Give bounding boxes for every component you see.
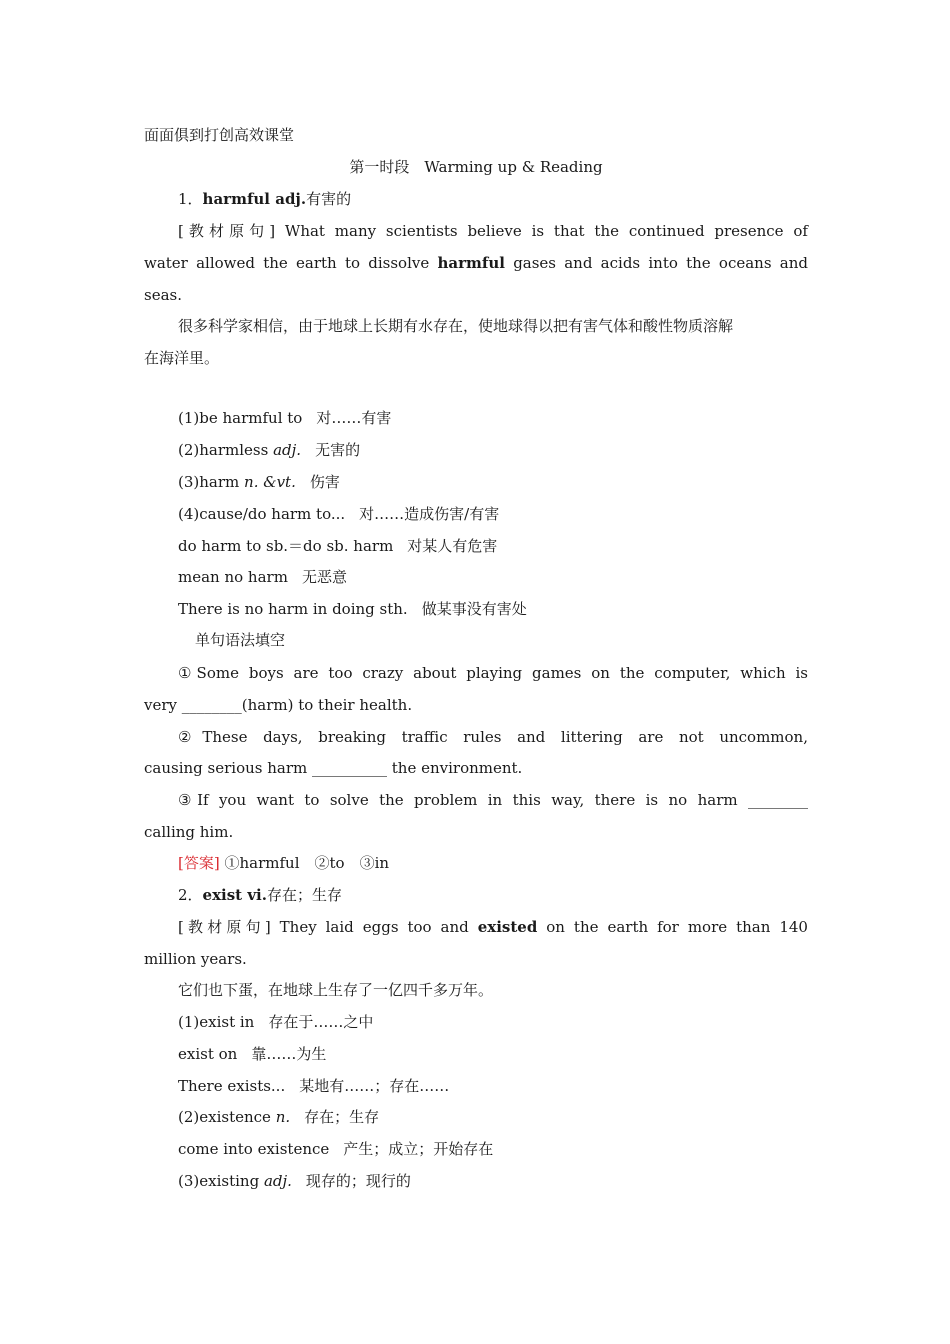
item2-note: (1)exist in 存在于……之中 [178, 1013, 374, 1031]
item1-note: There is no harm in doing sth. 做某事没有害处 [178, 600, 527, 618]
item2-source-keyword: existed [477, 918, 538, 936]
item2-source-line2: million years. [144, 950, 247, 968]
item1-source-keyword: harmful [437, 254, 505, 272]
item2-note: (2)existence n. 存在；生存 [178, 1108, 380, 1126]
question-1-line2: very ________(harm) to their health. [144, 696, 413, 714]
item1-meaning: 有害的 [306, 190, 352, 208]
item1-note: (1)be harmful to 对……有害 [178, 409, 392, 427]
item1-note: (3)harm n. &vt. 伤害 [178, 473, 340, 491]
item1-word: harmful adj. [202, 190, 307, 208]
item2-word: exist vi. [202, 886, 267, 904]
item2-heading [178, 885, 808, 905]
question-2-line2: causing serious harm __________ the environment. [144, 759, 523, 777]
question-2-line1: ②These days, breaking traffic rules and littering are not uncommon, [178, 728, 808, 746]
item2-source-tag: [教材原句] [178, 918, 271, 936]
item1-number: 1． [178, 190, 203, 208]
page-header: 面面俱到打创高效课堂 [144, 126, 295, 144]
item2-number: 2． [178, 886, 203, 904]
item1-translation-line2: 在海洋里。 [144, 349, 220, 367]
item2-note: (3)existing adj. 现存的；现行的 [178, 1172, 411, 1190]
item2-meaning: 存在；生存 [266, 886, 342, 904]
answer-text: ①harmful ②to ③in [224, 854, 390, 872]
answer-tag: [答案] [178, 854, 220, 872]
question-3-line1: ③If you want to solve the problem in this way, there is no harm ________ [178, 791, 808, 809]
item1-translation-line1: 很多科学家相信，由于地球上长期有水存在，使地球得以把有害气体和酸性物质溶解 [178, 317, 734, 335]
item1-note: do harm to sb.＝do sb. harm 对某人有危害 [178, 537, 498, 555]
item1-source-tag: [教材原句] [178, 222, 276, 240]
section-title: 第一时段 Warming up & Reading [349, 158, 603, 176]
item1-note: (4)cause/do harm to... 对……造成伤害/有害 [178, 505, 500, 523]
item2-note: exist on 靠……为生 [178, 1045, 327, 1063]
item2-note: come into existence 产生；成立；开始存在 [178, 1140, 494, 1158]
item1-note: (2)harmless adj. 无害的 [178, 441, 361, 459]
question-3-line2: calling him. [144, 823, 234, 841]
item1-source-line2: water allowed the earth to dissolve harmful gases and acids into the oceans and [144, 254, 808, 272]
item2-source-line1: [教材原句] They laid eggs too and existed on the earth for more than 140 [178, 918, 808, 936]
answer-line [178, 853, 808, 873]
item1-source-line3: seas. [144, 286, 182, 304]
item1-note: mean no harm 无恶意 [178, 568, 347, 586]
item2-translation: 它们也下蛋，在地球上生存了一亿四千多万年。 [178, 981, 494, 999]
exercise-title: 单句语法填空 [195, 631, 286, 649]
item1-heading [178, 189, 808, 209]
item1-source-line1: [教材原句] What many scientists believe is that the continued presence of [178, 222, 808, 240]
item2-note: There exists... 某地有……；存在…… [178, 1077, 450, 1095]
question-1-line1: ①Some boys are too crazy about playing games on the computer, which is [178, 664, 808, 682]
